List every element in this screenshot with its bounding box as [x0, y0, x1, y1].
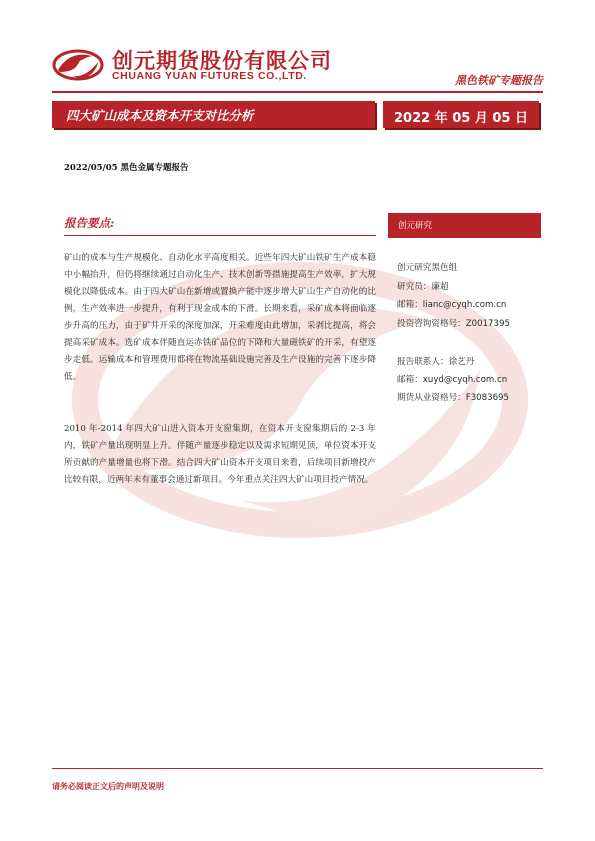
header-divider: [52, 91, 543, 93]
summary-paragraph: 2010 年-2014 年四大矿山进入资本开支窗集期，在资本开支窗集期后的 2-3 年内，铁矿产量出现明显上升。伴随产量逐步稳定以及需求短期见顶，单位资本开支所贡献的产量增量也将下滑。结合四大矿山资本开支项目来看，后续项目新增投产比较有限，近两年未有董事会通过新项目。今年重点关注四大矿山项目投产情况。: [64, 424, 376, 485]
research-team: 创元研究黑色组: [397, 263, 458, 273]
contact-license-label: 期货从业资格号：: [397, 393, 466, 403]
analyst-line: [397, 280, 449, 292]
report-subline: 2022/05/05 黑色金属专题报告: [64, 163, 189, 173]
footer-divider: [52, 768, 543, 769]
contact-email-label: 邮箱：: [397, 375, 423, 385]
sidebar-heading: 创元研究: [398, 221, 433, 231]
analyst-label: 研究员：: [397, 282, 432, 292]
analyst-email-label: 邮箱：: [397, 300, 423, 310]
report-title: 四大矿山成本及资本开支对比分析: [66, 108, 254, 123]
analyst-email-line: [397, 298, 506, 310]
contact-label: 报告联系人：: [397, 357, 449, 367]
footer-disclaimer: 请务必阅读正文后的声明及说明: [52, 781, 164, 791]
report-date: 2022 年 05 月 05 日: [394, 111, 528, 126]
analyst-license-number: Z0017395: [465, 319, 510, 329]
brand-name-en: CHUANG YUAN FUTURES CO.,LTD.: [112, 70, 307, 82]
analyst-email-link[interactable]: lianc@cyqh.com.cn: [422, 300, 507, 310]
analyst-license-label: 投资咨询资格号：: [397, 319, 466, 329]
summary-divider: [64, 235, 376, 236]
report-type-label: 黑色铁矿专题报告: [455, 74, 543, 87]
contact-email-line: [397, 373, 507, 385]
contact-license-line: [397, 391, 509, 403]
contact-email-link[interactable]: xuyd@cyqh.com.cn: [422, 375, 508, 385]
brand-name-cn: 创元期货股份有限公司: [112, 49, 332, 73]
summary-heading: 报告要点:: [64, 216, 115, 230]
analyst-license-line: [397, 317, 510, 329]
analyst-name: 廉超: [431, 282, 449, 292]
summary-paragraph: 矿山的成本与生产规模化、自动化水平高度相关。近些年四大矿山铁矿生产成本稳中小幅抬升，但仍将继续通过自动化生产、技术创新等措施提高生产效率，扩大规模化以降低成本。由于四大矿山在新增或置换产能中逐步增大矿山生产自动化的比例，生产效率进一步提升，有利于现金成本的下滑。长期来看，采矿成本将面临逐步升高的压力，由于矿井开采的深度加深，开采难度由此增加，采剥比提高，将会提高采矿成本。选矿成本伴随直运赤铁矿品位的下降和大量磁铁矿的开采，有望逐步走低。运输成本和管理费用都将在物流基础设施完善及生产设施的完善下逐步降低。: [64, 253, 376, 382]
contact-name: 徐艺丹: [448, 357, 475, 367]
chuangyuan-logo-icon: [52, 48, 104, 82]
contact-line: [397, 355, 474, 367]
contact-license-number: F3083695: [465, 393, 509, 403]
